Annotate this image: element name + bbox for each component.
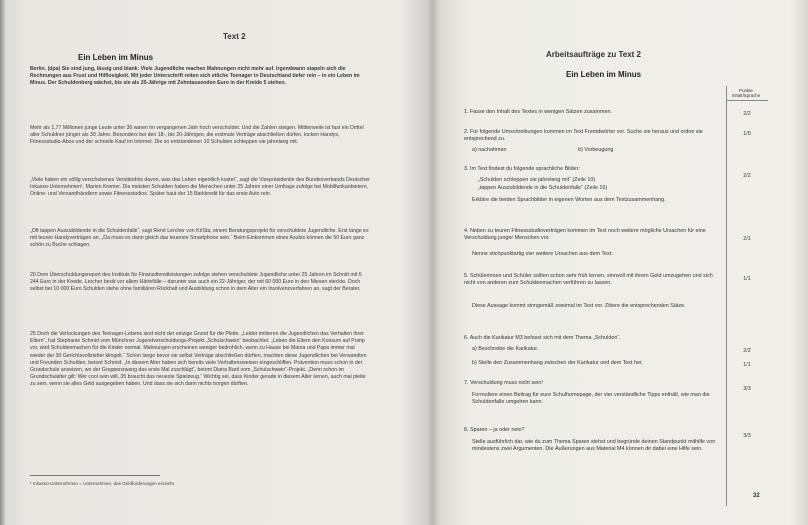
- task-6b-points: 1/1: [743, 362, 751, 368]
- task-2: [464, 129, 719, 143]
- task-number: 5.: [464, 273, 469, 279]
- points-column-divider: [726, 86, 727, 506]
- task-2-sub-a: a) nachahmen: [472, 147, 507, 153]
- task-number: 7.: [464, 380, 469, 386]
- task-3: [464, 166, 719, 173]
- task-4: [464, 228, 719, 242]
- task-8-instruction: Stelle ausführlich dar, wie du zum Thema Sparen stehst und begründe deinen Standpunkt mithilfe von mindestens zwei Argumenten. Die Äußerungen aus Material M4 können dir dabei eine Hilfe sein.: [472, 439, 716, 453]
- task-7-instruction: Formuliere einen Beitrag für eure Schulhomepage, der vier verständliche Tipps enthält, wie man die Schuldenfalle umgehen kann.: [472, 392, 710, 406]
- task-text: Verschuldung muss nicht sein!: [470, 380, 543, 386]
- left-page: [8, 0, 426, 525]
- task-number: 8.: [464, 427, 469, 433]
- task-number: 6.: [464, 335, 469, 341]
- points-column-header: Punkte Inhalt/Sprache: [731, 88, 761, 98]
- task-text: Fasse den Inhalt des Textes in wenigen Sätzen zusammen.: [470, 109, 612, 115]
- task-5: [464, 273, 719, 287]
- paragraph-2: Mehr als 1,77 Millionen junge Leute unter 30 waren im vergangenen Jahr hoch verschuldet. Und die Zahlen steigen. Mittlerweile ist fast ein Drittel aller Schuldner jünger als 30 Jahre. Besonders bei den 18-, bis 20-Jährigen, die erstmals Verträge abschließen dürfen, locken Handys, Fitnessstudio-Abos und der schnelle Kauf im Internet. Die so entstandenen 10 Schulden schleppen sie jahrelang mit.: [30, 125, 364, 146]
- task-number: 4.: [464, 228, 469, 234]
- task-number: 2.: [464, 129, 469, 135]
- task-5-points: 1/1: [743, 276, 751, 282]
- task-text: Für folgende Umschreibungen kommen im Text Fremdwörter vor. Suche sie heraus und ordne sie entsprechend zu.: [464, 129, 703, 143]
- task-number: 3.: [464, 166, 469, 172]
- paragraph-3: „Viele haben ein völlig verschobenes Verständnis davon, was das Leben eigentlich kostet“, sagt die Vizepräsidentin des Bundesverbands Deutscher Inkasso-Unternehmen¹, Marion Kremer. Die meisten Schulden haben die Menschen unter 25 Jahren einer Umfrage zufolge bei Mobilfunkanbietern, Online- und Versandhändlern sowie Fitnessstudios. Später haut der 15 Barkkredit für das erste Auto rein.: [30, 177, 370, 198]
- task-6a-points: 2/2: [743, 348, 751, 354]
- task-1-points: 2/2: [743, 111, 751, 117]
- points-header-line: [726, 100, 768, 101]
- task-8-points: 3/3: [743, 433, 751, 439]
- paragraph-4: „Oft tappen Auszubildende in die Schuldenfalle“, sagt René Lercher von KriSta, einem Beratungsprojekt für verschuldete Jugendliche. Erst lange es mit teuren Handyverträgen an. „Da muss es dann gleich das teuerste Smartphone sein.“ Beim Einkommen eines Azubis können die 50 Euro ganz schön zu Buche schlagen.: [30, 228, 369, 249]
- task-text: Schülerinnen und Schüler sollten schon sehr früh lernen, sinnvoll mit ihrem Geld umzugehen und sich nicht von anderen zum Schuldenmachen verführen zu lassen.: [464, 273, 713, 287]
- task-2-sub-b: b) Vorbeugung: [578, 147, 614, 153]
- paragraph-5: 20 Dem Überschuldungsreport des Instituts für Finanzdienstleistungen zufolge stehen verschuldete Jugendliche unter 25 Jahren im Schnitt mit 6 244 Euro in der Kreide. Lercher berät vor allem Härtefälle – darunter war auch ein 22-Jähriger, der mit 60 000 Euro in den Miesen steckte. Doch selbst bei 10 000 Euro Schulden stehe ohne familiären Rückhalt und Ausbildung schon in dem Alter ein Insolvenzverfahren an, sagt der Berater.: [30, 272, 362, 293]
- task-text: Auch die Karikatur M3 befasst sich mit dem Thema „Schulden“.: [469, 335, 621, 341]
- task-2-points: 1/0: [743, 131, 751, 137]
- page-number: 32: [753, 493, 760, 499]
- tasks-header: Arbeitsaufträge zu Text 2: [546, 50, 641, 59]
- task-6-sub-b: b) Stelle den Zusammenhang zwischen der Karikatur und dem Text her.: [472, 360, 643, 366]
- task-4-instruction: Nenne stichpunktartig vier weitere Ursachen aus dem Text.: [472, 251, 613, 257]
- task-1: [464, 109, 719, 116]
- right-page: [438, 0, 804, 525]
- article-title: Ein Leben im Minus: [78, 53, 154, 62]
- task-4-points: 2/1: [743, 236, 751, 242]
- task-6-sub-a: a) Beschreibe die Karikatur.: [472, 346, 539, 352]
- paragraph-text: Berlin. (dpa) Sie sind jung, lässig und blank: Viele Jugendliche machen Mahnungen nicht mehr auf. Irgendwann stapeln sich die Rechnungen aus Frust und Hilflosigkeit. Mit jeder Unterschrift reiten sich etliche Teenager in Deutschland tiefer rein – in ein Leben im Minus. Der Schuldenberg wächst, bis sie als 20-Jährige mit Zehntausenden Euro in der Kreide 5 stehen.: [30, 66, 360, 87]
- task-text: Neben zu teuren Fitnessstudioverträgen kommen im Text noch weitere mögliche Ursachen für eine Verschuldung junger Menschen vor.: [464, 228, 706, 242]
- paragraph-1: [30, 66, 370, 88]
- footnote: ¹ Inkasso-Unternehmen = Unternehmen, das Geldforderungen einzieht: [30, 481, 174, 486]
- paragraph-6: 25 Doch die Verlockungen des Teenager-Lebens sind nicht der einzige Grund für die Pleite. „Leider imitieren die Jugendlichen das Verhalten ihrer Eltern“, hat Stephanie Schmid vom Münchner Jugendverschuldungs-Projekt „Schulschwein“ beobachtet. „Leben die Eltern den Konsum auf Pump vor, wird Schuldenmachen für die Kinder normal. Mahnungen erscheinen weniger bedrohlich, wenn zu Hause bei Mama und Papa immer mal wieder der 30 Gerichtsvollzieher klingelt.“ Schon lange bevor sie selbst Verträge abschließen dürften, machten diese Jugendlichen bei Verwandten und Freunden Schulden, betont Schmid. „In diesem Alter haben sich bereits viele Verhaltensweisen eingeschliffen. Prävention muss schon in der Grundschule ansetzen, wo der Gruppenzwang das erste Mal zuschlägt“, betont Diana Bartl vom „Schulschwein“-Projekt. „Denn schon im Grundschulalter gilt: Wer cool sein will, 35 braucht das neueste Spielzeug.“ Wichtig sei, dass Kinder gerade in diesem Alter lernen, auch mal pleite zu sein, wenn sie alles Geld ausgegeben haben. Und dass sie sich dann nichts borgen dürften.: [30, 331, 367, 388]
- task-3-bullet-1: „Schulden schleppen sie jahrelang mit“ (Zeile 10): [478, 177, 596, 183]
- task-text: Im Text findest du folgende sprachliche Bilder:: [470, 166, 580, 172]
- task-3-bullet-2: „tappen Auszubildende in die Schuldenfalle“ (Zeile 16): [478, 185, 608, 191]
- task-number: 1.: [464, 109, 469, 115]
- task-text: Sparen – ja oder nein?: [470, 427, 525, 433]
- tasks-title: Ein Leben im Minus: [566, 70, 642, 79]
- footnote-divider: [30, 475, 160, 476]
- task-7-points: 3/3: [743, 386, 751, 392]
- task-3-instruction: Erkläre die beiden Sprachbilder in eigenen Worten aus dem Textzusammenhang.: [472, 197, 666, 203]
- task-7: [464, 380, 719, 387]
- task-6: [464, 335, 719, 342]
- task-3-points: 2/2: [743, 173, 751, 179]
- text-header: Text 2: [223, 32, 246, 41]
- task-5-instruction: Diese Aussage kommt sinngemäß zweimal im Text vor. Zitiere die entsprechenden Sätze.: [472, 303, 686, 309]
- task-8: [464, 427, 719, 434]
